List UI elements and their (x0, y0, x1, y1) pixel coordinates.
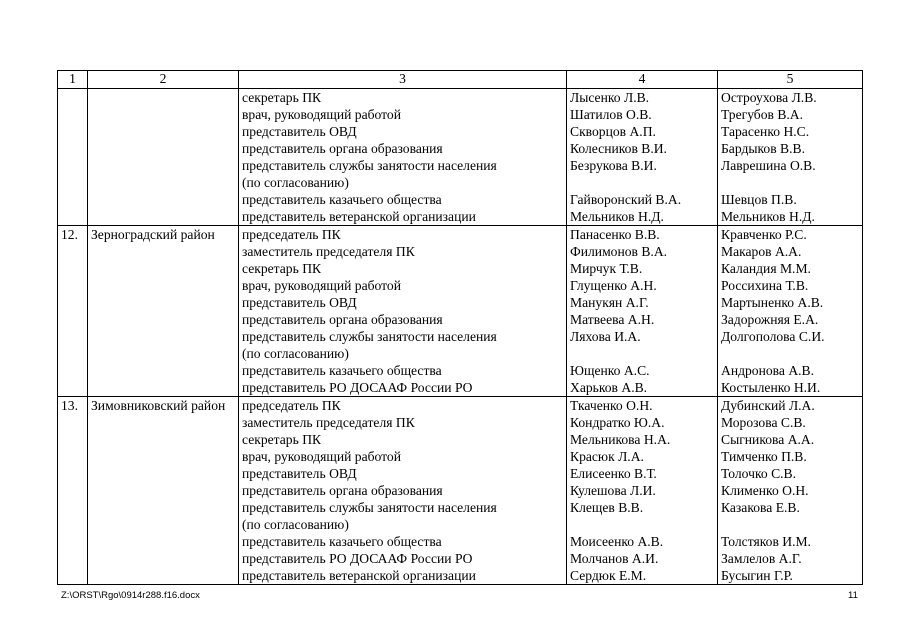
member-name: Колесников В.И. (570, 141, 667, 156)
region-name: Зерноградский район (91, 227, 215, 242)
reserve-member-name: Морозова С.В. (721, 415, 806, 430)
reserve-member-name: Каландия М.М. (721, 261, 811, 276)
reserve-member-name (721, 174, 859, 191)
member-name: Манукян А.Г. (570, 295, 649, 310)
member-name: Мельников Н.Д. (570, 209, 664, 224)
member-name: Безрукова В.И. (570, 158, 657, 173)
member-name: Молчанов А.И. (570, 551, 659, 566)
row-number-cell: 12. (58, 226, 88, 397)
reserve-member-name: Россихина Т.В. (721, 278, 809, 293)
member-name (570, 516, 714, 533)
reserve-member-name: Остроухова Л.В. (721, 90, 817, 105)
reserve-member-name: Толочко С.В. (721, 466, 797, 481)
reserve-member-name: Бусыгин Г.Р. (721, 568, 793, 583)
row-number-cell: 13. (58, 397, 88, 585)
member-name: Матвеева А.Н. (570, 312, 655, 327)
reserve-member-name: Долгополова С.И. (721, 329, 825, 344)
table-row (58, 89, 863, 226)
reserve-member-name: Клименко О.Н. (721, 483, 809, 498)
members-cell-4 (567, 226, 718, 397)
roles-cell (239, 397, 567, 585)
role-line: председатель ПК (242, 227, 341, 242)
role-line: представитель службы занятости населения (242, 158, 497, 173)
member-name: Харьков А.В. (570, 380, 648, 395)
table-row (58, 397, 863, 585)
member-name: Скворцов А.П. (570, 124, 656, 139)
reserve-member-name (721, 345, 859, 362)
table-header-row (58, 71, 863, 89)
role-line: представитель казачьего общества (242, 192, 442, 207)
member-name: Ющенко А.С. (570, 363, 650, 378)
member-name: Ляхова И.А. (570, 329, 641, 344)
member-name: Мельникова Н.А. (570, 432, 671, 447)
role-line: представитель органа образования (242, 312, 443, 327)
footer-file-path: Z:\ORST\Rgo\0914r288.f16.docx (61, 590, 200, 601)
member-name: Филимонов В.А. (570, 244, 668, 259)
table-row (58, 226, 863, 397)
members-cell-5 (718, 226, 863, 397)
member-name: Гайворонский В.А. (570, 192, 682, 207)
header-cell-5: 5 (718, 71, 863, 89)
header-cell-4: 4 (567, 71, 718, 89)
reserve-member-name (721, 516, 859, 533)
member-name: Моисеенко А.В. (570, 534, 664, 549)
member-name: Ткаченко О.Н. (570, 398, 653, 413)
row-number-cell (58, 89, 88, 226)
region-name: Зимовниковский район (91, 398, 226, 413)
reserve-member-name: Бардыков В.В. (721, 141, 805, 156)
role-line: представитель казачьего общества (242, 363, 442, 378)
reserve-member-name: Задорожняя Е.А. (721, 312, 819, 327)
role-line: представитель ОВД (242, 124, 357, 139)
member-name: Кондратко Ю.А. (570, 415, 665, 430)
footer-page-number: 11 (848, 590, 858, 601)
reserve-member-name: Замлелов А.Г. (721, 551, 802, 566)
role-line: председатель ПК (242, 398, 341, 413)
roles-cell (239, 226, 567, 397)
member-name: Клещев В.В. (570, 500, 644, 515)
members-cell-4 (567, 397, 718, 585)
region-cell (88, 397, 239, 585)
role-line: представитель органа образования (242, 141, 443, 156)
reserve-member-name: Костыленко Н.И. (721, 380, 821, 395)
members-cell-5 (718, 89, 863, 226)
role-line: представитель ветеранской организации (242, 568, 476, 583)
role-line: представитель РО ДОСААФ России РО (242, 551, 473, 566)
region-cell (88, 89, 239, 226)
member-name: Мирчук Т.В. (570, 261, 643, 276)
role-line: представитель РО ДОСААФ России РО (242, 380, 473, 395)
role-line: секретарь ПК (242, 90, 322, 105)
member-name: Кулешова Л.И. (570, 483, 656, 498)
member-name: Панасенко В.В. (570, 227, 660, 242)
reserve-member-name: Лаврешина О.В. (721, 158, 816, 173)
header-cell-2: 2 (88, 71, 239, 89)
members-cell-5 (718, 397, 863, 585)
header-cell-1: 1 (58, 71, 88, 89)
role-line: представитель казачьего общества (242, 534, 442, 549)
member-name: Елисеенко В.Т. (570, 466, 657, 481)
member-name: Шатилов О.В. (570, 107, 652, 122)
reserve-member-name: Казакова Е.В. (721, 500, 800, 515)
reserve-member-name: Толстяков И.М. (721, 534, 811, 549)
member-name: Глущенко А.Н. (570, 278, 657, 293)
reserve-member-name: Мельников Н.Д. (721, 209, 815, 224)
region-cell (88, 226, 239, 397)
member-name (570, 345, 714, 362)
reserve-member-name: Дубинский Л.А. (721, 398, 815, 413)
member-name: Сердюк Е.М. (570, 568, 647, 583)
role-line: заместитель председателя ПК (242, 244, 415, 259)
roles-cell (239, 89, 567, 226)
commission-table (57, 70, 863, 585)
member-name: Лысенко Л.В. (570, 90, 650, 105)
reserve-member-name: Тимченко П.В. (721, 449, 807, 464)
role-line: секретарь ПК (242, 432, 322, 447)
role-line: представитель ветеранской организации (242, 209, 476, 224)
role-line: представитель службы занятости населения (242, 500, 497, 515)
member-name: Красюк Л.А. (570, 449, 644, 464)
reserve-member-name: Кравченко Р.С. (721, 227, 807, 242)
role-line: секретарь ПК (242, 261, 322, 276)
member-name (570, 174, 714, 191)
role-line: врач, руководящий работой (242, 449, 401, 464)
role-line: врач, руководящий работой (242, 107, 401, 122)
reserve-member-name: Сыгникова А.А. (721, 432, 815, 447)
reserve-member-name: Шевцов П.В. (721, 192, 797, 207)
role-line: представитель ОВД (242, 295, 357, 310)
role-line: (по согласованию) (242, 175, 349, 190)
reserve-member-name: Трегубов В.А. (721, 107, 804, 122)
role-line: врач, руководящий работой (242, 278, 401, 293)
reserve-member-name: Мартыненко А.В. (721, 295, 824, 310)
reserve-member-name: Андронова А.В. (721, 363, 815, 378)
role-line: (по согласованию) (242, 517, 349, 532)
role-line: (по согласованию) (242, 346, 349, 361)
header-cell-3: 3 (239, 71, 567, 89)
role-line: представитель ОВД (242, 466, 357, 481)
role-line: представитель органа образования (242, 483, 443, 498)
members-cell-4 (567, 89, 718, 226)
role-line: представитель службы занятости населения (242, 329, 497, 344)
role-line: заместитель председателя ПК (242, 415, 415, 430)
reserve-member-name: Тарасенко Н.С. (721, 124, 810, 139)
reserve-member-name: Макаров А.А. (721, 244, 802, 259)
